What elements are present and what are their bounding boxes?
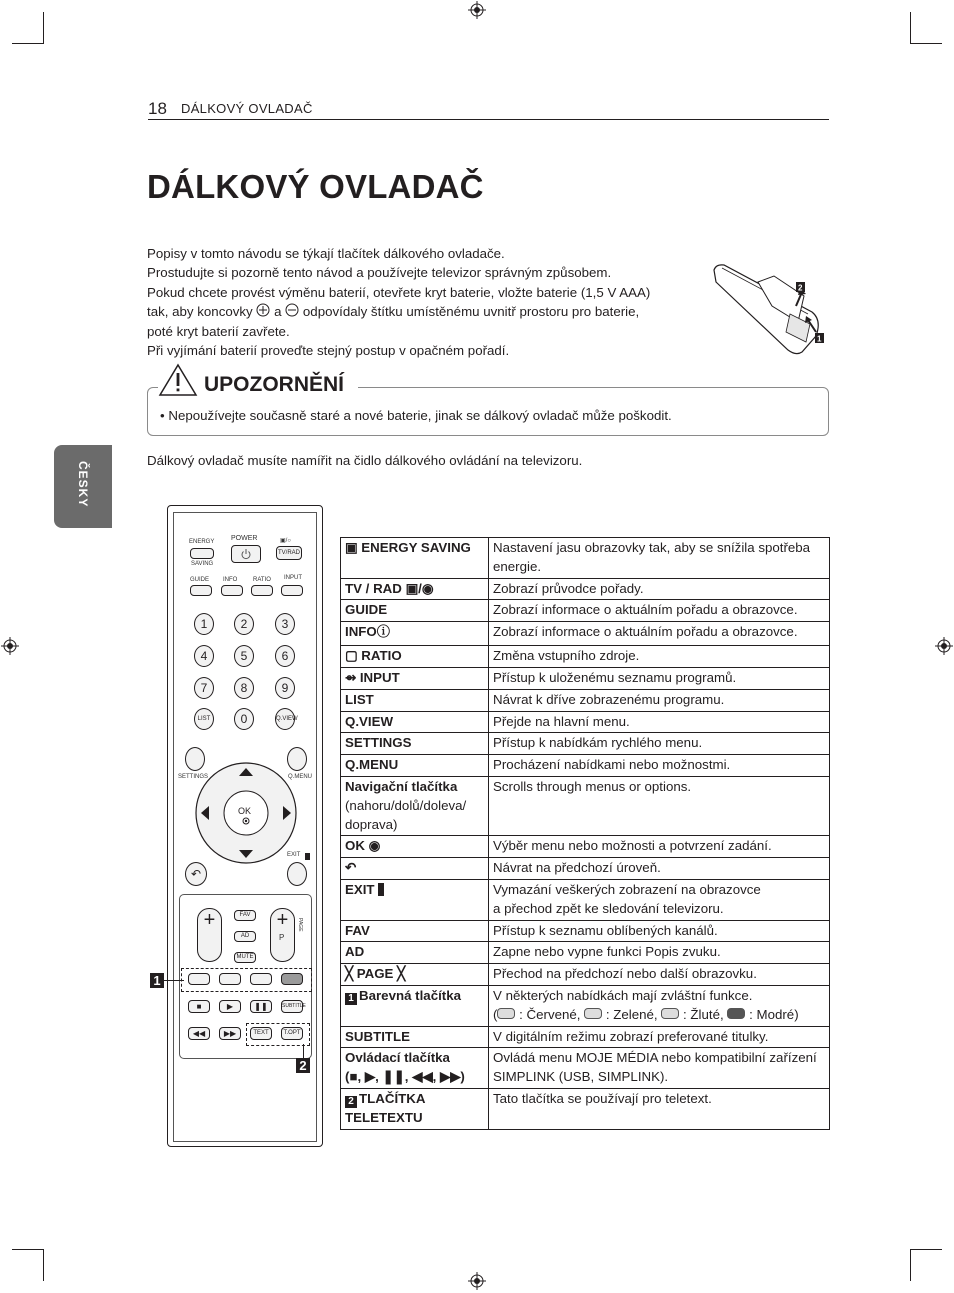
energy-saving-icon: ▣ (345, 540, 358, 555)
section-title: DÁLKOVÝ OVLADAČ (181, 101, 313, 116)
remote-ad-button: AD (234, 931, 256, 942)
table-row (341, 733, 830, 755)
registration-mark-icon (1, 637, 19, 655)
page-down-icon: ╳ (397, 966, 406, 982)
color-yellow-label: : Žluté, (683, 1006, 724, 1022)
table-value: Přístup k nabídkám rychlého menu. (489, 733, 830, 755)
key-label: RATIO (361, 648, 402, 664)
table-value: Nastavení jasu obrazovky tak, aby se snížila spotřeba energie. (489, 538, 830, 579)
media-control-icons: (■, ▶, ❚❚, ◀◀, ▶▶) (345, 1069, 465, 1085)
remote-text-button: TEXT (250, 1027, 272, 1040)
key-label: PAGE (356, 966, 394, 982)
intro-line (147, 302, 707, 321)
table-value: Zobrazí informace o aktuálním pořadu a obrazovce. (489, 622, 830, 646)
table-row (341, 578, 830, 600)
table-row (341, 689, 830, 711)
remote-topt-button: T.OPT (281, 1027, 303, 1040)
key-label: Navigační tlačítka (345, 778, 458, 794)
blue-button-icon (727, 1008, 745, 1019)
yellow-button-icon (661, 1008, 679, 1019)
table-key (341, 538, 489, 579)
remote-label-saving: SAVING (191, 561, 214, 567)
minus-terminal-icon (285, 303, 299, 317)
back-icon: ↶ (345, 860, 357, 876)
remote-digit-2: 2 (234, 613, 254, 635)
table-row (341, 1048, 830, 1089)
remote-digit-1: 1 (194, 613, 214, 635)
table-value: Ovládá menu MOJE MÉDIA nebo kompatibilní zařízení SIMPLINK (USB, SIMPLINK). (489, 1048, 830, 1089)
pause-button: ❚❚ (250, 1000, 272, 1013)
button-description-table (340, 537, 830, 1130)
value-line: V některých nabídkách mají zvláštní funkce. (493, 987, 753, 1003)
table-value: Přístup k uloženému seznamu programů. (489, 667, 830, 689)
remote-label-page: PAGE (297, 918, 303, 932)
crop-mark (43, 12, 44, 44)
warning-triangle-icon (158, 363, 198, 397)
remote-digit-8: 8 (234, 677, 254, 699)
ok-icon: ◉ (368, 838, 381, 854)
table-value: Změna vstupního zdroje. (489, 646, 830, 668)
key-sublabel: (nahoru/dolů/doleva/ doprava) (345, 797, 467, 832)
table-value: Zapne nebo vypne funkci Popis zvuku. (489, 942, 830, 964)
remote-label-guide: GUIDE (190, 577, 210, 583)
green-button-icon (584, 1008, 602, 1019)
remote-label-power: POWER (231, 535, 258, 542)
remote-tvrad-button: TV/RAD (276, 546, 302, 560)
green-button (219, 973, 241, 985)
color-red-label: : Červené, (519, 1006, 581, 1022)
remote-ok-label: OK (238, 806, 252, 816)
table-row (341, 858, 830, 880)
tv-radio-icon: ▣/◉ (405, 580, 434, 596)
exit-icon (305, 853, 310, 860)
table-row (341, 600, 830, 622)
remote-fav-button: FAV (234, 910, 256, 921)
remote-mute-button: MUTE (234, 952, 256, 963)
key-label: Ovládací tlačítka (345, 1050, 450, 1066)
intro-line: Pokud chcete provést výměnu baterií, otevřete kryt baterie, vložte baterie (1,5 V AAA) (147, 284, 651, 300)
remote-digit-5: 5 (234, 645, 254, 667)
warning-header (158, 363, 358, 399)
callout-1: 1 (150, 973, 164, 988)
table-key (341, 776, 489, 835)
intro-fragment: tak, aby koncovky (147, 304, 253, 320)
remote-label-energy: ENERGY (189, 539, 215, 545)
table-row (341, 942, 830, 964)
key-label: INFO (345, 624, 377, 640)
callout-2: 2 (296, 1058, 310, 1073)
crop-mark (12, 43, 44, 44)
plus-terminal-icon (256, 303, 270, 317)
table-value: Návrat na předchozí úroveň. (489, 858, 830, 880)
table-row (341, 879, 830, 920)
remote-label-qmenu: Q.MENU (288, 774, 312, 780)
table-key (341, 646, 489, 668)
page-up-icon: ╳ (345, 966, 354, 982)
remote-program-rocker: + (270, 908, 295, 962)
table-key: FAV (341, 920, 489, 942)
remote-label-p: P (279, 933, 285, 942)
table-key (341, 836, 489, 858)
remote-list-button: LIST (194, 708, 214, 730)
remote-label-input: INPUT (284, 575, 302, 581)
remote-qview-button: Q.VIEW (275, 708, 295, 730)
intro-line: poté kryt baterií zavřete. (147, 323, 290, 339)
table-value: Zobrazí informace o aktuálním pořadu a obrazovce. (489, 600, 830, 622)
warning-title: UPOZORNĚNÍ (204, 373, 345, 396)
table-value: Přejde na hlavní menu. (489, 711, 830, 733)
key-label: Barevná tlačítka (359, 987, 461, 1003)
remote-energy-button (190, 548, 214, 559)
remote-digit-4: 4 (194, 645, 214, 667)
remote-digit-3: 3 (275, 613, 295, 635)
input-icon: ⇴ (345, 669, 357, 685)
battery-cover-illustration (712, 262, 830, 356)
registration-mark-icon (935, 637, 953, 655)
intro-text (147, 244, 707, 360)
value-line: Vymazání veškerých zobrazení na obrazovce (493, 881, 761, 897)
table-value: V některých nabídkách mají zvláštní funkce. ( : Červené, : Zelené, : Žluté, : Modré) (489, 985, 830, 1026)
table-key (341, 964, 489, 986)
remote-label-settings: SETTINGS (178, 774, 209, 780)
blue-button (281, 973, 303, 985)
intro-line: Při vyjímání baterií proveďte stejný postup v opačném pořadí. (147, 343, 510, 359)
remote-label-exit: EXIT (287, 852, 301, 858)
table-row (341, 622, 830, 646)
table-row (341, 920, 830, 942)
battery-step-2: 2 (798, 283, 803, 293)
key-label: OK (345, 838, 365, 854)
crop-mark (12, 1249, 44, 1250)
warning-text: • Nepoužívejte současně staré a nové baterie, jinak se dálkový ovladač může poškodit. (160, 408, 672, 423)
color-blue-label: : Modré) (749, 1006, 799, 1022)
header-divider (148, 119, 829, 120)
table-row (341, 985, 830, 1026)
remote-power-button (231, 545, 261, 563)
table-key: GUIDE (341, 600, 489, 622)
info-icon: ⓘ (376, 624, 391, 640)
remote-exit-button (287, 862, 307, 886)
remote-tv-icon: ▣/○ (280, 538, 291, 544)
registration-mark-icon (468, 1, 486, 19)
remote-navigation-pad (193, 760, 299, 866)
page-title: DÁLKOVÝ OVLADAČ (147, 168, 484, 205)
table-row (341, 1088, 830, 1129)
crop-mark (910, 43, 942, 44)
remote-digit-6: 6 (275, 645, 295, 667)
remote-ratio-button (251, 585, 273, 596)
table-key (341, 622, 489, 646)
table-value: Návrat k dříve zobrazenému programu. (489, 689, 830, 711)
table-row (341, 755, 830, 777)
table-value: Procházení nabídkami nebo možnostmi. (489, 755, 830, 777)
table-row (341, 667, 830, 689)
table-value: Přístup k seznamu oblíbených kanálů. (489, 920, 830, 942)
intro-fragment: odpovídaly štítku umístěnému uvnitř prostoru pro baterie, (302, 304, 640, 320)
fast-forward-button: ▶▶ (219, 1027, 241, 1040)
table-key (341, 1048, 489, 1089)
play-button: ▶ (219, 1000, 241, 1013)
table-key (341, 578, 489, 600)
power-icon (240, 548, 252, 560)
table-row (341, 646, 830, 668)
page-number: 18 (148, 99, 167, 118)
table-row (341, 711, 830, 733)
remote-digit-9: 9 (275, 677, 295, 699)
table-key: LIST (341, 689, 489, 711)
table-value: Tato tlačítka se používají pro teletext. (489, 1088, 830, 1129)
key-label: INPUT (359, 669, 400, 685)
red-button-icon (497, 1008, 515, 1019)
aim-instruction: Dálkový ovladač musíte namířit na čidlo dálkového ovládání na televizoru. (147, 453, 583, 468)
key-label: ENERGY SAVING (361, 540, 471, 555)
table-row (341, 1026, 830, 1048)
remote-digit-0: 0 (234, 708, 254, 730)
key-label: EXIT (345, 881, 375, 897)
table-key: AD (341, 942, 489, 964)
table-row (341, 776, 830, 835)
registration-mark-icon (468, 1272, 486, 1290)
crop-mark (910, 1249, 911, 1281)
table-row (341, 836, 830, 858)
red-button (188, 973, 210, 985)
key-label: TLAČÍTKA TELETEXTU (345, 1090, 425, 1125)
callout-1-badge: 1 (345, 993, 357, 1005)
table-value: V digitálním režimu zobrazí preferované titulky. (489, 1026, 830, 1048)
remote-volume-rocker: + (197, 908, 222, 962)
key-label: TV / RAD (345, 580, 402, 596)
table-row (341, 538, 830, 579)
crop-mark (43, 1249, 44, 1281)
table-key (341, 879, 489, 920)
color-green-label: : Zelené, (605, 1006, 658, 1022)
remote-back-button: ↶ (185, 862, 207, 886)
table-row (341, 964, 830, 986)
table-key: Q.VIEW (341, 711, 489, 733)
intro-line: Popisy v tomto návodu se týkají tlačítek dálkového ovladače. (147, 246, 505, 261)
remote-label-info: INFO (223, 577, 238, 583)
table-value (489, 879, 830, 920)
ratio-icon: ▢ (345, 648, 358, 664)
rewind-button: ◀◀ (188, 1027, 210, 1040)
table-key (341, 667, 489, 689)
remote-digit-7: 7 (194, 677, 214, 699)
remote-info-button (221, 585, 243, 596)
table-key (341, 985, 489, 1026)
table-key: SUBTITLE (341, 1026, 489, 1048)
intro-fragment: a (274, 304, 282, 320)
language-tab (54, 445, 112, 528)
callout-2-badge: 2 (345, 1096, 357, 1108)
remote-label-ratio: RATIO (253, 577, 271, 583)
crop-mark (910, 1249, 942, 1250)
table-key: SETTINGS (341, 733, 489, 755)
table-key: Q.MENU (341, 755, 489, 777)
callout-1-line (164, 980, 184, 981)
battery-step-1: 1 (817, 334, 822, 344)
table-value: Výběr menu nebo možnosti a potvrzení zadání. (489, 836, 830, 858)
stop-button: ■ (188, 1000, 210, 1013)
crop-mark (910, 12, 911, 44)
table-key (341, 1088, 489, 1129)
table-value: Přechod na předchozí nebo další obrazovku. (489, 964, 830, 986)
yellow-button (250, 973, 272, 985)
remote-subtitle-button: SUBTITLE (281, 1000, 303, 1013)
table-value: Zobrazí průvodce pořady. (489, 578, 830, 600)
value-line: a přechod zpět ke sledování televizoru. (493, 900, 724, 916)
table-value: Scrolls through menus or options. (489, 776, 830, 835)
table-key (341, 858, 489, 880)
language-tab-label: ČESKY (76, 461, 90, 508)
exit-icon (378, 883, 384, 896)
callout-2-line (303, 1044, 304, 1058)
remote-input-button (281, 585, 303, 596)
remote-guide-button (190, 585, 212, 596)
intro-line: Prostudujte si pozorně tento návod a používejte televizor správným způsobem. (147, 265, 612, 281)
